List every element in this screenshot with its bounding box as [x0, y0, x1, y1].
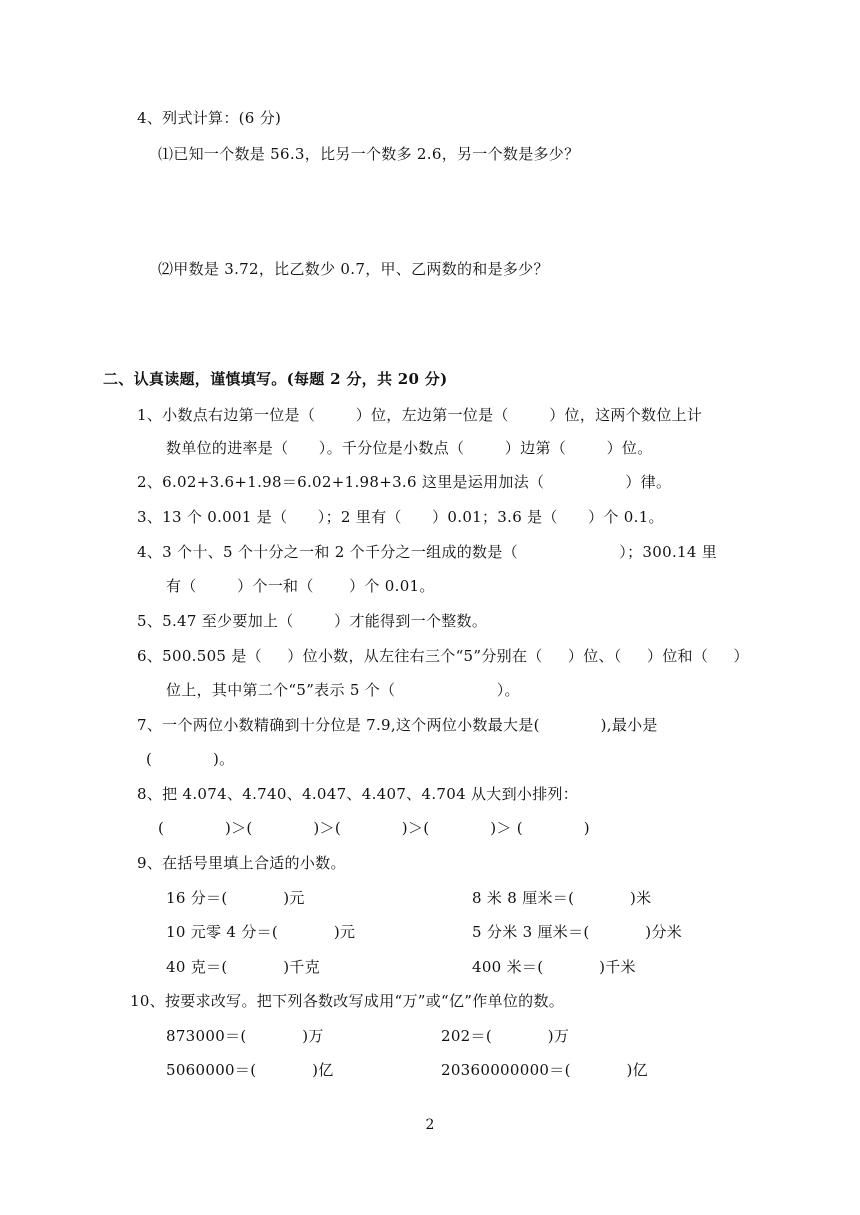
part1-q4-2: ⑵甲数是 3.72，比乙数少 0.7，甲、乙两数的和是多少？ — [158, 260, 549, 278]
s2-q9-r1-left: 16 分＝( )元 — [166, 889, 305, 907]
s2-q9-r2-left: 10 元零 4 分＝( )元 — [166, 923, 356, 941]
s2-q4-line1: 4、3 个十、5 个十分之一和 2 个千分之一组成的数是（ ）；300.14 里 — [137, 543, 718, 561]
s2-q9-r3-left: 40 克＝( )千克 — [166, 958, 321, 976]
s2-q1-line1: 1、小数点右边第一位是（ ）位，左边第一位是（ ）位，这两个数位上计 — [137, 406, 703, 424]
s2-q3: 3、13 个 0.001 是（ ）；2 里有（ ）0.01；3.6 是（ ）个 0.1。 — [137, 508, 664, 526]
s2-q10-r2-right: 20360000000＝( )亿 — [441, 1061, 648, 1079]
s2-q10-r2-left: 5060000＝( )亿 — [166, 1061, 334, 1079]
s2-q9-r3-right: 400 米＝( )千米 — [472, 958, 636, 976]
s2-q8-line1: 8、把 4.074、4.740、4.047、4.407、4.704 从大到小排列： — [137, 785, 579, 803]
section2-heading: 二、认真读题，谨慎填写。(每题 2 分，共 20 分) — [103, 370, 448, 388]
s2-q6-line1: 6、500.505 是（ ）位小数，从左往右三个“5”分别在（ ）位、（ ）位和（ ） — [137, 647, 749, 665]
s2-q2: 2、6.02+3.6+1.98＝6.02+1.98+3.6 这里是运用加法（ ）律。 — [137, 473, 672, 491]
s2-q7-line1: 7、一个两位小数精确到十分位是 7.9,这个两位小数最大是( ),最小是 — [137, 716, 658, 734]
s2-q7-line2: ( )。 — [146, 750, 235, 768]
part1-q4-1: ⑴已知一个数是 56.3，比另一个数多 2.6，另一个数是多少？ — [158, 145, 580, 163]
s2-q4-line2: 有（ ）个一和（ ）个 0.01。 — [166, 577, 435, 595]
s2-q10-title: 10、按要求改写。把下列各数改写成用“万”或“亿”作单位的数。 — [130, 992, 565, 1010]
s2-q6-line2: 位上，其中第二个“5”表示 5 个（ ）。 — [166, 681, 520, 699]
s2-q1-line2: 数单位的进率是（ ）。千分位是小数点（ ）边第（ ）位。 — [166, 439, 653, 457]
s2-q5: 5、5.47 至少要加上（ ）才能得到一个整数。 — [137, 612, 488, 630]
s2-q10-r1-right: 202＝( )万 — [441, 1027, 570, 1045]
s2-q10-r1-left: 873000＝( )万 — [166, 1027, 324, 1045]
s2-q9-r1-right: 8 米 8 厘米＝( )米 — [472, 889, 652, 907]
s2-q9-r2-right: 5 分米 3 厘米＝( )分米 — [472, 923, 683, 941]
part1-q4-title: 4、列式计算：(6 分) — [137, 109, 282, 127]
page-number: 2 — [425, 1117, 435, 1133]
s2-q8-line2: ( )＞( )＞( )＞( )＞ ( ) — [158, 819, 590, 837]
s2-q9-title: 9、在括号里填上合适的小数。 — [137, 854, 346, 872]
